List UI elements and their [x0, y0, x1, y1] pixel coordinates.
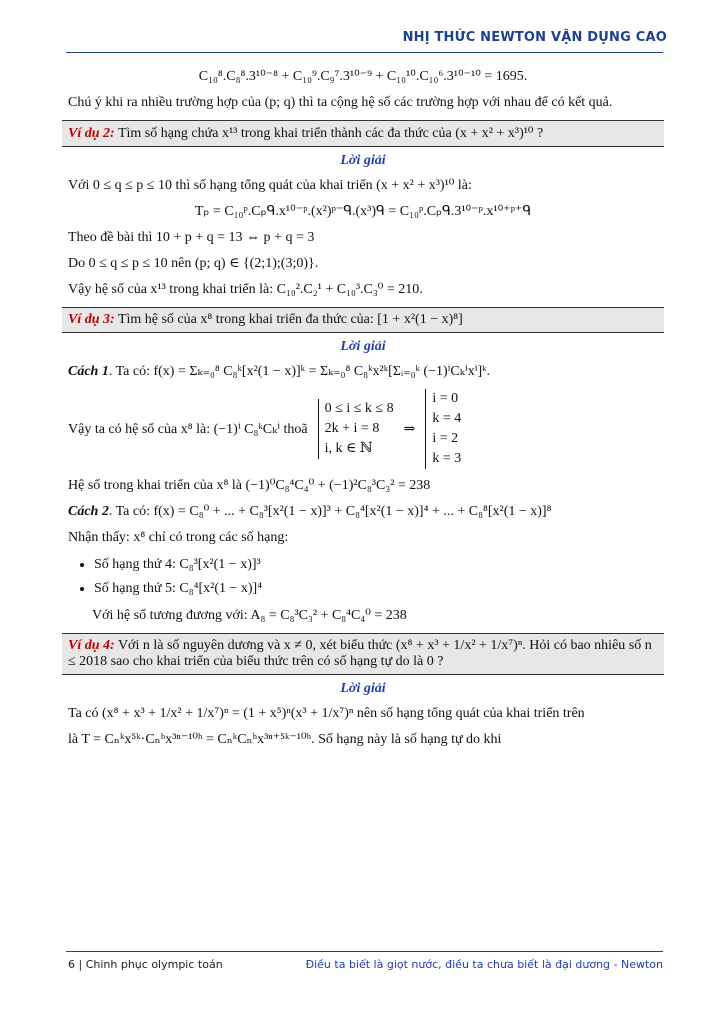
example-3-box [62, 307, 664, 333]
condition-3: i, k ∈ ℕ [324, 441, 373, 456]
example-2-box [62, 120, 664, 147]
ex3-method-2 [68, 501, 658, 523]
ex2-line-5: Vậy hệ số của x¹³ trong khai triển là: C₁₀².C₂¹ + C₁₀³.C₃⁰ = 210. [68, 282, 423, 297]
example-4-label: Ví dụ 4: [68, 638, 115, 653]
result-1: i = 0 [432, 391, 459, 406]
footer-divider [66, 951, 663, 952]
condition-2: 2k + i = 8 [324, 421, 380, 436]
method-2-label: Cách 2 [68, 504, 109, 519]
top-formula: C₁₀⁸.C₈⁸.3¹⁰⁻⁸ + C₁₀⁹.C₉⁷.3¹⁰⁻⁹ + C₁₀¹⁰.C₁₀⁶.3¹⁰⁻¹⁰ = 1695. [198, 69, 528, 84]
method-1-label: Cách 1 [68, 364, 109, 379]
method-1-text: . Ta có: f(x) = Σₖ₌₀⁸ C₈ᵏ[x²(1 − x)]ᵏ = Σₖ₌₀⁸ C₈ᵏx²ᵏ[Σᵢ₌₀ᵏ (−1)ⁱCₖⁱxⁱ]ᵏ. [108, 364, 491, 379]
list-item: • Số hạng thứ 4: C₈³[x²(1 − x)]³ [94, 553, 658, 577]
result-2: k = 4 [432, 411, 462, 426]
solution-system [425, 389, 461, 469]
example-3-label: Ví dụ 3: [68, 312, 115, 327]
condition-1: 0 ≤ i ≤ k ≤ 8 [324, 401, 394, 416]
ex3-final: Với hệ số tương đương với: A₈ = C₈³C₃² + C₈⁴C₄⁰ = 238 [92, 608, 407, 623]
ex3-system-row [68, 389, 658, 469]
example-4-text: Với n là số nguyên dương và x ≠ 0, xét biểu thức (x⁸ + x³ + 1/x² + 1/x⁷)ⁿ. Hỏi có bao nhiêu số n ≤ 2018 sao cho khai triển của biểu thức trên có số hạng tự do là 0 ? [68, 638, 652, 669]
ex3-coefficient: Hệ số trong khai triển của x⁸ là (−1)⁰C₈⁴C₄⁰ + (−1)²C₈³C₃² = 238 [68, 478, 431, 493]
page-header-title: NHỊ THỨC NEWTON VẬN DỤNG CAO [402, 30, 667, 45]
implies-arrow: ⇒ [403, 421, 416, 437]
result-4: k = 3 [432, 451, 462, 466]
example-4-box [62, 633, 664, 675]
ex2-general-term: Tₚ = C₁₀ᵖ.Cₚᑫ.x¹⁰⁻ᵖ.(x²)ᵖ⁻ᑫ.(x³)ᑫ = C₁₀ᵖ.Cₚᑫ.3¹⁰⁻ᵖ.x¹⁰⁺ᵖ⁺ᑫ [194, 204, 532, 219]
ex3-note: Nhận thấy: x⁸ chỉ có trong các số hạng: [68, 530, 289, 545]
top-note: Chú ý khi ra nhiều trường hợp của (p; q) thì ta cộng hệ số các trường hợp với nhau để có kết quả. [68, 95, 613, 110]
ex2-line-1: Với 0 ≤ q ≤ p ≤ 10 thì số hạng tổng quát của khai triển (x + x² + x³)¹⁰ là: [68, 178, 472, 193]
result-3: i = 2 [432, 431, 459, 446]
page-content [68, 62, 658, 755]
footer-quote: Điều ta biết là giọt nước, điều ta chưa biết là đại dương - Newton [305, 958, 663, 971]
example-4-solution-title: Lời giải [340, 681, 386, 696]
ex3-method-1 [68, 361, 658, 383]
example-2-label: Ví dụ 2: [68, 126, 115, 141]
ex2-line-4: Do 0 ≤ q ≤ p ≤ 10 nên (p; q) ∈ {(2;1);(3;0)}. [68, 256, 319, 271]
list-item: • Số hạng thứ 5: C₈⁴[x²(1 − x)]⁴ [94, 577, 658, 601]
ex4-line-1: Ta có (x⁸ + x³ + 1/x² + 1/x⁷)ⁿ = (1 + x⁵)ⁿ(x³ + 1/x⁷)ⁿ nên số hạng tổng quát của khai triển trên [68, 706, 585, 721]
example-2-solution-title: Lời giải [340, 153, 386, 168]
header-divider [66, 52, 663, 53]
terms-list [68, 553, 658, 601]
example-3-text: Tìm hệ số của x⁸ trong khai triển đa thức của: [1 + x²(1 − x)⁸] [117, 312, 463, 327]
system-lead: Vậy ta có hệ số của x⁸ là: (−1)ⁱ C₈ᵏCₖⁱ thoã [68, 421, 308, 437]
method-2-text: . Ta có: f(x) = C₈⁰ + ... + C₈³[x²(1 − x)]³ + C₈⁴[x²(1 − x)]⁴ + ... + C₈⁸[x²(1 − x)]⁸ [108, 504, 552, 519]
condition-system [318, 399, 394, 459]
ex4-line-2: là T = Cₙᵏx⁵ᵏ·Cₙʰx³ⁿ⁻¹⁰ʰ = CₙᵏCₙʰx³ⁿ⁺⁵ᵏ⁻¹⁰ʰ. Số hạng này là số hạng tự do khi [68, 732, 502, 747]
footer-page-label: 6 | Chinh phục olympic toán [68, 958, 223, 971]
example-2-text: Tìm số hạng chứa x¹³ trong khai triển thành các đa thức của (x + x² + x³)¹⁰ ? [117, 126, 544, 141]
example-3-solution-title: Lời giải [340, 339, 386, 354]
ex2-line-3: Theo đề bài thì 10 + p + q = 13 ⇔ p + q = 3 [68, 230, 315, 245]
